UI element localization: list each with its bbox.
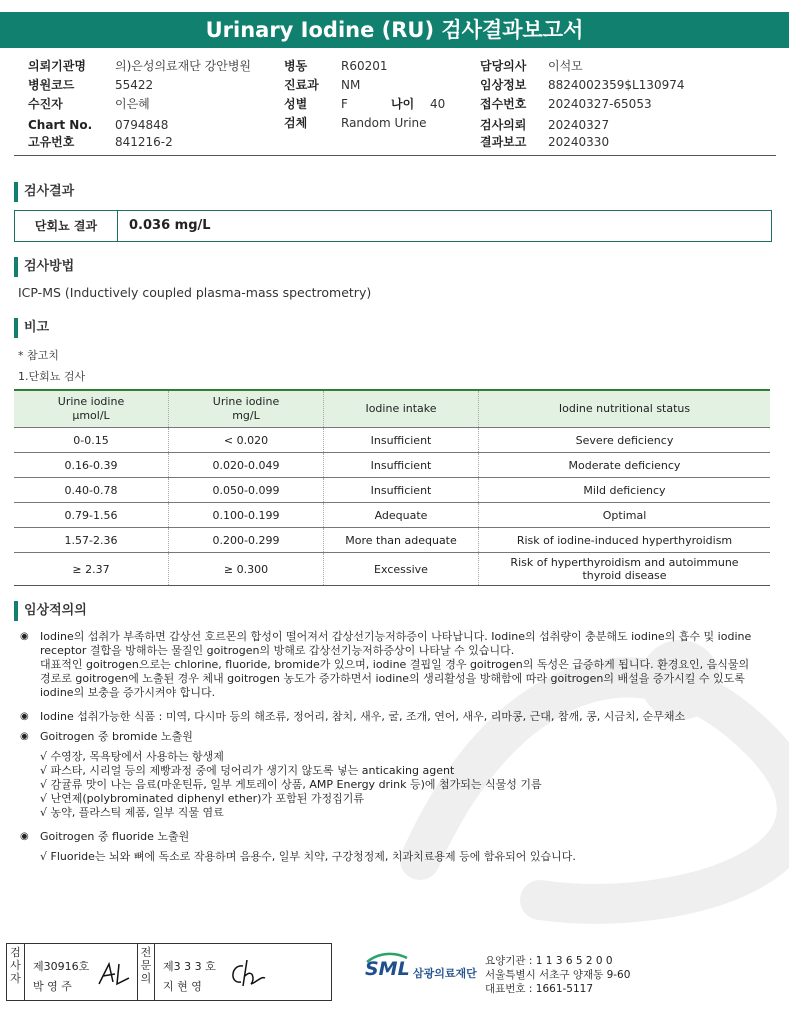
cell: 0.16-0.39: [14, 453, 169, 478]
tester-signature-icon: [95, 960, 135, 990]
result-value: 0.036 mg/L: [129, 218, 211, 233]
cell: Adequate: [324, 503, 479, 528]
addr-line: 서울특별시 서초구 양재동 9-60: [485, 969, 631, 981]
cell: ≥ 0.300: [169, 553, 324, 586]
cell: 0.79-1.56: [14, 503, 169, 528]
logo-arc-icon: [365, 952, 409, 964]
clinical-p1-line: Iodine의 섭취가 부족하면 갑상선 호르몬의 합성이 떨어져서 갑상선기능저하증이 나타납니다. Iodine의 섭취량이 충분해도 iodine의 흡수 및 iodine: [40, 630, 752, 643]
result-box: [14, 210, 772, 242]
specimen-value: Random Urine: [341, 116, 427, 130]
clinical-text: [20, 630, 760, 870]
hospital-code-label: 병원코드: [28, 78, 75, 92]
request-label: 검사의뢰: [480, 118, 527, 132]
header-umol: Urine iodine μmol/L: [14, 390, 169, 428]
ref-note: * 참고치: [18, 349, 59, 362]
clinical-info-label: 임상정보: [480, 78, 527, 92]
addr-line: 요양기관 : 1 1 3 6 5 2 0 0: [485, 955, 613, 967]
cell: 1.57-2.36: [14, 528, 169, 553]
bullet-icon: ◉: [20, 831, 29, 842]
org-name: 삼광의료재단: [413, 967, 477, 980]
ward-value: R60201: [341, 59, 388, 73]
dept-value: NM: [341, 78, 361, 92]
table-row: [14, 503, 770, 528]
clinical-p2-line: 대표적인 goitrogen으로는 chlorine, fluoride, bromide가 있으며, iodine 결핍일 경우 goitrogen의 독성은 급증하게 됩니다. 환경요인, 음식물의: [40, 658, 750, 671]
report-value: 20240330: [548, 135, 610, 149]
clinical-p2-line: 경로로 goitrogen에 노출된 경우 체내 goitrogen 농도가 증가하면서 iodine의 생리활성을 방해함에 따라 goitrogen의 배설을 증가시킬 수 있도록: [40, 672, 745, 685]
tester-license: 제30916호: [33, 960, 90, 973]
table-row: [14, 528, 770, 553]
fluoride-title: Goitrogen 중 fluoride 노출원: [40, 830, 190, 843]
reference-table-header: [14, 390, 770, 428]
cell: Risk of iodine-induced hyperthyroidism: [479, 528, 771, 553]
bromide-item: √ 감귤류 맛이 나는 음료(마운틴듀, 일부 게토레이 상품, AMP Energy drink 등)에 첨가되는 식물성 기름: [40, 778, 542, 791]
hospital-code-value: 55422: [115, 78, 154, 92]
report-label: 결과보고: [480, 135, 527, 149]
expert-license: 제3 3 3 호: [163, 960, 216, 973]
cell: 0.200-0.299: [169, 528, 324, 553]
sex-label: 성별: [284, 97, 308, 111]
patient-info: [0, 0, 789, 160]
cell: Severe deficiency: [479, 428, 771, 453]
cell: ≥ 2.37: [14, 553, 169, 586]
bromide-title: Goitrogen 중 bromide 노출원: [40, 730, 193, 743]
chart-no-label: Chart No.: [28, 118, 93, 132]
header-intake: Iodine intake: [324, 390, 479, 428]
cell: Moderate deficiency: [479, 453, 771, 478]
bullet-icon: ◉: [20, 631, 29, 642]
ref-sub: 1.단회뇨 검사: [18, 370, 86, 383]
institution-label: 의뢰기관명: [28, 59, 86, 73]
sex-value: F: [341, 97, 348, 111]
patient-label: 수진자: [28, 97, 63, 111]
section-clinical-heading: 임상적의의: [14, 601, 87, 621]
section-remark-heading: 비고: [14, 318, 49, 338]
doctor-label: 담당의사: [480, 59, 527, 73]
table-row: [14, 478, 770, 503]
id-no-value: 841216-2: [115, 135, 173, 149]
ward-label: 병동: [284, 59, 308, 73]
receipt-value: 20240327-65053: [548, 97, 652, 111]
cell: 0.100-0.199: [169, 503, 324, 528]
cell: 0.40-0.78: [14, 478, 169, 503]
expert-vertical-label: 전 문 의: [137, 944, 155, 1000]
reference-table: [14, 389, 770, 586]
cell: Insufficient: [324, 428, 479, 453]
cell: Insufficient: [324, 478, 479, 503]
signature-box: [6, 943, 332, 1001]
chart-no-value: 0794848: [115, 118, 169, 132]
patient-value: 이은혜: [115, 97, 150, 111]
cell: More than adequate: [324, 528, 479, 553]
result-label: 단회뇨 결과: [15, 211, 118, 241]
bromide-paragraph: [20, 730, 760, 820]
tester-vertical-label: 검 사 자: [7, 944, 25, 1000]
table-row: [14, 428, 770, 453]
expert-signature-icon: [225, 958, 269, 990]
bullet-icon: ◉: [20, 711, 29, 722]
age-label: 나이: [391, 97, 415, 111]
logo-text: SML: [365, 958, 410, 980]
method-text: ICP-MS (Inductively coupled plasma-mass spectrometry): [18, 285, 372, 300]
age-value: 40: [430, 97, 446, 111]
cell: Excessive: [324, 553, 479, 586]
bromide-item: √ 난연제(polybrominated diphenyl ether)가 포함된 가정집기류: [40, 792, 365, 805]
cell: 0.050-0.099: [169, 478, 324, 503]
institution-value: 의)은성의료재단 강안병원: [115, 59, 252, 73]
cell: 0.020-0.049: [169, 453, 324, 478]
cell: Insufficient: [324, 453, 479, 478]
table-row: [14, 453, 770, 478]
clinical-info-value: 8824002359$L130974: [548, 78, 685, 92]
fluoride-item: √ Fluoride는 뇌와 뼈에 독소로 작용하며 음용수, 일부 치약, 구강청정제, 치과치료용제 등에 함유되어 있습니다.: [40, 850, 576, 863]
header-divider: [14, 155, 776, 156]
doctor-value: 이석모: [548, 59, 583, 73]
food-text: Iodine 섭취가능한 식품 : 미역, 다시마 등의 해조류, 정어리, 참치, 새우, 굴, 조개, 연어, 새우, 리마콩, 근대, 참깨, 콩, 시금치, 순무채소: [40, 710, 686, 723]
section-method-heading: 검사방법: [14, 257, 74, 277]
expert-name: 지 현 영: [163, 980, 202, 993]
cell: < 0.020: [169, 428, 324, 453]
cell: Risk of hyperthyroidism and autoimmune thyroid disease: [479, 553, 771, 586]
header-mgl: Urine iodine mg/L: [169, 390, 324, 428]
footer: [0, 940, 789, 1004]
clinical-p2-line: iodine의 보충을 증가시켜야 합니다.: [40, 686, 216, 699]
bullet-icon: ◉: [20, 731, 29, 742]
receipt-label: 접수번호: [480, 97, 527, 111]
cell: 0-0.15: [14, 428, 169, 453]
food-paragraph: [20, 710, 760, 724]
sml-logo: [365, 958, 477, 980]
tester-name: 박 영 주: [33, 980, 72, 993]
fluoride-paragraph: [20, 830, 760, 864]
bromide-item: √ 농약, 플라스틱 제품, 일부 직물 염료: [40, 806, 224, 819]
bromide-item: √ 수영장, 목욕탕에서 사용하는 항생제: [40, 750, 224, 763]
org-address: [485, 954, 630, 996]
header-status: Iodine nutritional status: [479, 390, 771, 428]
section-result-heading: 검사결과: [14, 182, 74, 202]
dept-label: 진료과: [284, 78, 319, 92]
bromide-item: √ 파스타, 시리얼 등의 제빵과정 중에 덩어리가 생기지 않도록 넣는 anticaking agent: [40, 764, 455, 777]
clinical-p1-line: receptor 결합을 방해하는 물질인 goitrogen의 방해로 갑상선기능저하증상이 나타날 수 있습니다.: [40, 644, 515, 657]
request-value: 20240327: [548, 118, 610, 132]
report-title: Urinary Iodine (RU) 검사결과보고서: [0, 12, 789, 48]
id-no-label: 고유번호: [28, 135, 75, 149]
cell: Mild deficiency: [479, 478, 771, 503]
table-row: [14, 553, 770, 586]
addr-line: 대표번호 : 1661-5117: [485, 983, 594, 995]
clinical-paragraph: [20, 630, 760, 700]
specimen-label: 검체: [284, 116, 308, 130]
cell: Optimal: [479, 503, 771, 528]
